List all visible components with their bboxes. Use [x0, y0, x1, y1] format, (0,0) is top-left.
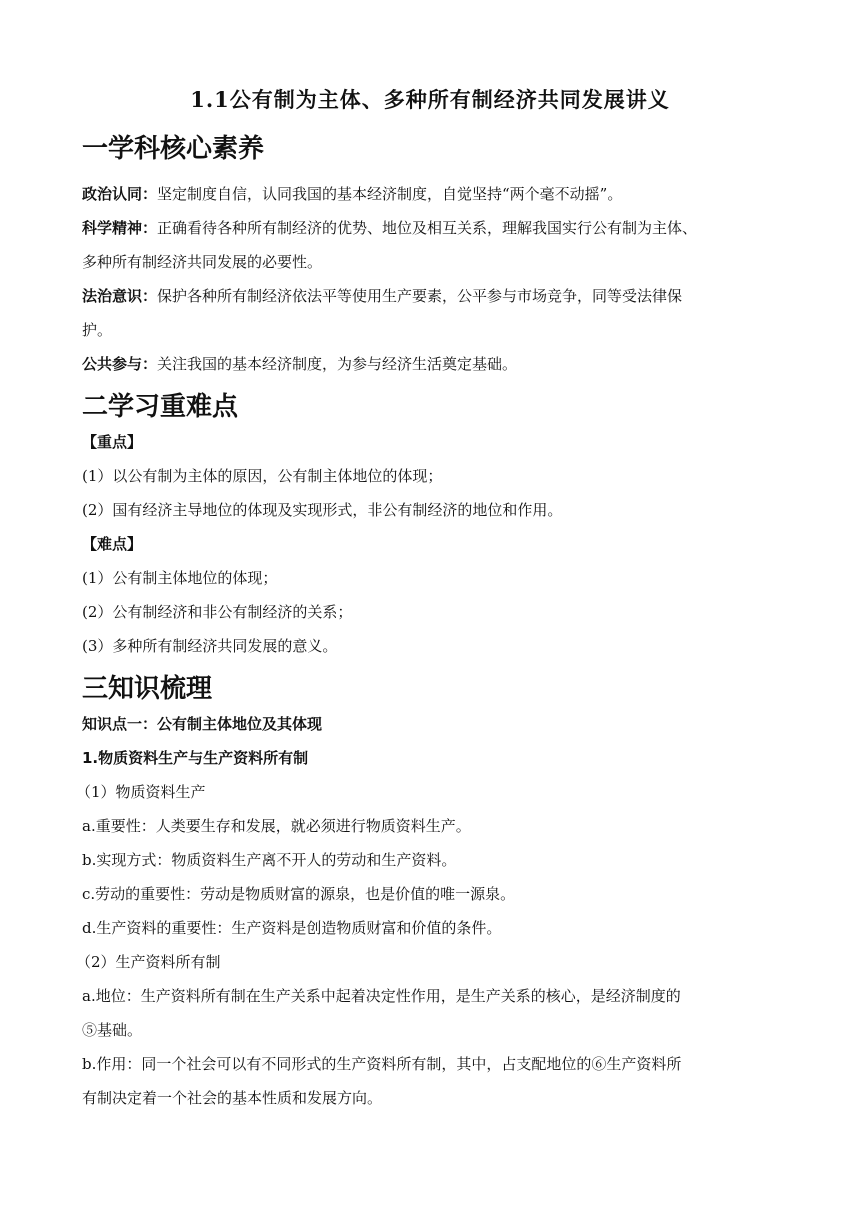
part-item: b.作用：同一个社会可以有不同形式的生产资料所有制，其中，占支配地位的⑥生产资料所: [82, 1055, 682, 1073]
document-title: 1.1公有制为主体、多种所有制经济共同发展讲义: [190, 87, 670, 112]
literacy-text: 坚定制度自信，认同我国的基本经济制度，自觉坚持“两个毫不动摇”。: [157, 185, 623, 203]
literacy-text: 保护各种所有制经济依法平等使用生产要素，公平参与市场竞争，同等受法律保: [157, 287, 683, 305]
part-item-continued: 有制决定着一个社会的基本性质和发展方向。: [82, 1089, 383, 1107]
literacy-item: [82, 354, 782, 374]
literacy-text-continued: 护。: [82, 321, 113, 339]
literacy-label: 政治认同：: [82, 185, 158, 203]
literacy-text-continued: 多种所有制经济共同发展的必要性。: [82, 253, 323, 271]
literacy-item: [82, 286, 782, 306]
section-heading-knowledge-review: 三知识梳理: [82, 674, 213, 704]
section-heading-core-literacy: 一学科核心素养: [82, 134, 265, 164]
part-item: a.地位：生产资料所有制在生产关系中起着决定性作用，是生产关系的核心，是经济制度的: [82, 987, 681, 1005]
difficult-point-item: (2）公有制经济和非公有制经济的关系；: [82, 603, 353, 621]
literacy-label: 法治意识：: [82, 287, 158, 305]
part-item: d.生产资料的重要性：生产资料是创造物质财富和价值的条件。: [82, 919, 502, 937]
literacy-text: 关注我国的基本经济制度，为参与经济生活奠定基础。: [157, 355, 518, 373]
literacy-item: [82, 184, 782, 204]
subsection-title: 1.物质资料生产与生产资料所有制: [82, 749, 309, 767]
section-heading-key-difficult-points: 二学习重难点: [82, 392, 239, 422]
part-item: b.实现方式：物质资料生产离不开人的劳动和生产资料。: [82, 851, 457, 869]
key-points-label: 【重点】: [82, 433, 143, 451]
part-item: a.重要性：人类要生存和发展，就必须进行物质资料生产。: [82, 817, 471, 835]
literacy-item: [82, 218, 782, 238]
difficult-point-item: (3）多种所有制经济共同发展的意义。: [82, 637, 338, 655]
key-point-item: (2）国有经济主导地位的体现及实现形式，非公有制经济的地位和作用。: [82, 501, 563, 519]
knowledge-point-title: 知识点一：公有制主体地位及其体现: [82, 715, 323, 733]
key-point-item: (1）以公有制为主体的原因，公有制主体地位的体现；: [82, 467, 443, 485]
literacy-label: 公共参与：: [82, 355, 158, 373]
part-item: c.劳动的重要性：劳动是物质财富的源泉，也是价值的唯一源泉。: [82, 885, 516, 903]
literacy-text: 正确看待各种所有制经济的优势、地位及相互关系，理解我国实行公有制为主体、: [157, 219, 698, 237]
part-item-continued: ⑤基础。: [82, 1021, 143, 1039]
difficult-point-item: (1）公有制主体地位的体现；: [82, 569, 278, 587]
difficult-points-label: 【难点】: [82, 535, 143, 553]
part-title: （2）生产资料所有制: [76, 953, 221, 971]
literacy-label: 科学精神：: [82, 219, 158, 237]
part-title: （1）物质资料生产: [76, 783, 206, 801]
